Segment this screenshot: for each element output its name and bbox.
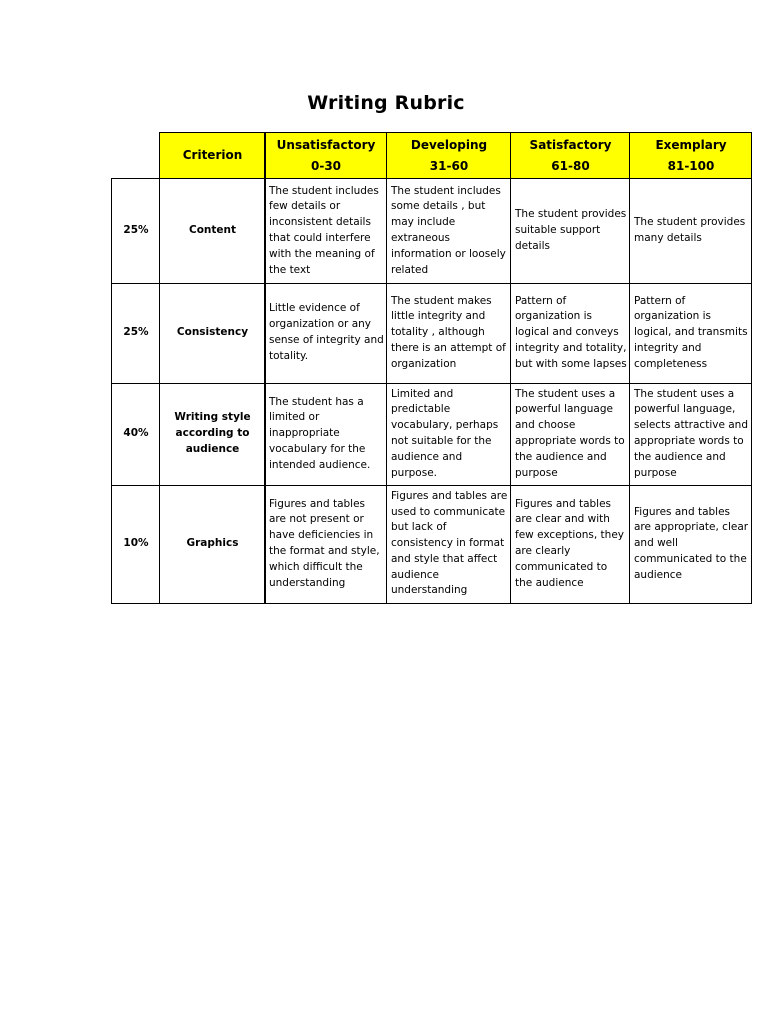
rubric-cell: Pattern of organization is logical, and transmits integrity and completeness xyxy=(634,294,748,370)
rubric-cell: The student uses a powerful language, selects attractive and appropriate words to the audience and purpose xyxy=(634,387,748,479)
rubric-cell: Figures and tables are clear and with few exceptions, they are clearly communicated to the audience xyxy=(515,497,624,589)
rubric-cell: Figures and tables are not present or have deficiencies in the format and style, which difficult the understanding xyxy=(269,497,380,589)
rubric-cell: The student uses a powerful language and choose appropriate words to the audience and purpose xyxy=(515,387,625,479)
grid-line xyxy=(159,132,752,133)
row-criterion: Content xyxy=(188,224,237,237)
level-range: 61-80 xyxy=(551,159,590,173)
row-criterion: Consistency xyxy=(176,326,249,339)
header-criterion: Criterion xyxy=(160,133,265,179)
row-weight: 10% xyxy=(123,537,149,550)
rubric-cell: The student provides many details xyxy=(634,216,746,244)
rubric-cell: The student makes little integrity and totality , although there is an attempt of organization xyxy=(391,294,506,370)
grid-line xyxy=(510,132,511,604)
row-weight: 25% xyxy=(123,224,149,237)
header-exemplary xyxy=(630,133,752,179)
level-range: 0-30 xyxy=(310,159,342,173)
rubric-cell: Little evidence of organization or any sense of integrity and totality. xyxy=(269,302,384,362)
rubric-cell: Pattern of organization is logical and conveys integrity and totality, but with some lapses xyxy=(515,294,627,370)
grid-line xyxy=(111,178,112,604)
rubric-cell: Figures and tables are used to communicate but lack of consistency in format and style that affect audience understanding xyxy=(391,489,508,597)
level-range: 81-100 xyxy=(667,159,715,173)
grid-line xyxy=(264,132,266,604)
grid-line xyxy=(629,132,630,604)
rubric-cell: The student includes some details , but may include extraneous information or loosely related xyxy=(391,184,506,276)
row-weight: 25% xyxy=(123,326,149,339)
header-satisfactory xyxy=(511,133,630,179)
rubric-cell: The student includes few details or inconsistent details that could interfere with the meaning of the text xyxy=(269,184,379,276)
grid-line xyxy=(751,132,752,604)
rubric-cell: The student has a limited or inappropriate vocabulary for the intended audience. xyxy=(269,395,371,471)
grid-line xyxy=(111,485,752,486)
grid-line xyxy=(111,383,752,384)
level-name: Unsatisfactory xyxy=(276,138,376,152)
level-name: Satisfactory xyxy=(529,138,612,152)
rubric-cell: Figures and tables are appropriate, clear and well communicated to the audience xyxy=(634,505,749,581)
row-criterion: Writing style according to audience xyxy=(174,411,251,455)
rubric-cell: Limited and predictable vocabulary, perhaps not suitable for the audience and purpose. xyxy=(391,387,499,479)
level-name: Exemplary xyxy=(655,138,727,152)
grid-line xyxy=(386,132,387,604)
row-weight: 40% xyxy=(123,427,149,440)
header-developing xyxy=(387,133,511,179)
grid-line xyxy=(159,132,160,604)
level-range: 31-60 xyxy=(429,159,469,173)
grid-line xyxy=(111,603,752,604)
row-criterion: Graphics xyxy=(186,537,239,550)
page-title: Writing Rubric xyxy=(307,92,465,114)
level-name: Developing xyxy=(410,138,488,152)
rubric-cell: The student provides suitable support details xyxy=(515,208,627,252)
grid-line xyxy=(111,178,752,179)
header-unsatisfactory xyxy=(265,133,387,179)
grid-line xyxy=(111,283,752,284)
